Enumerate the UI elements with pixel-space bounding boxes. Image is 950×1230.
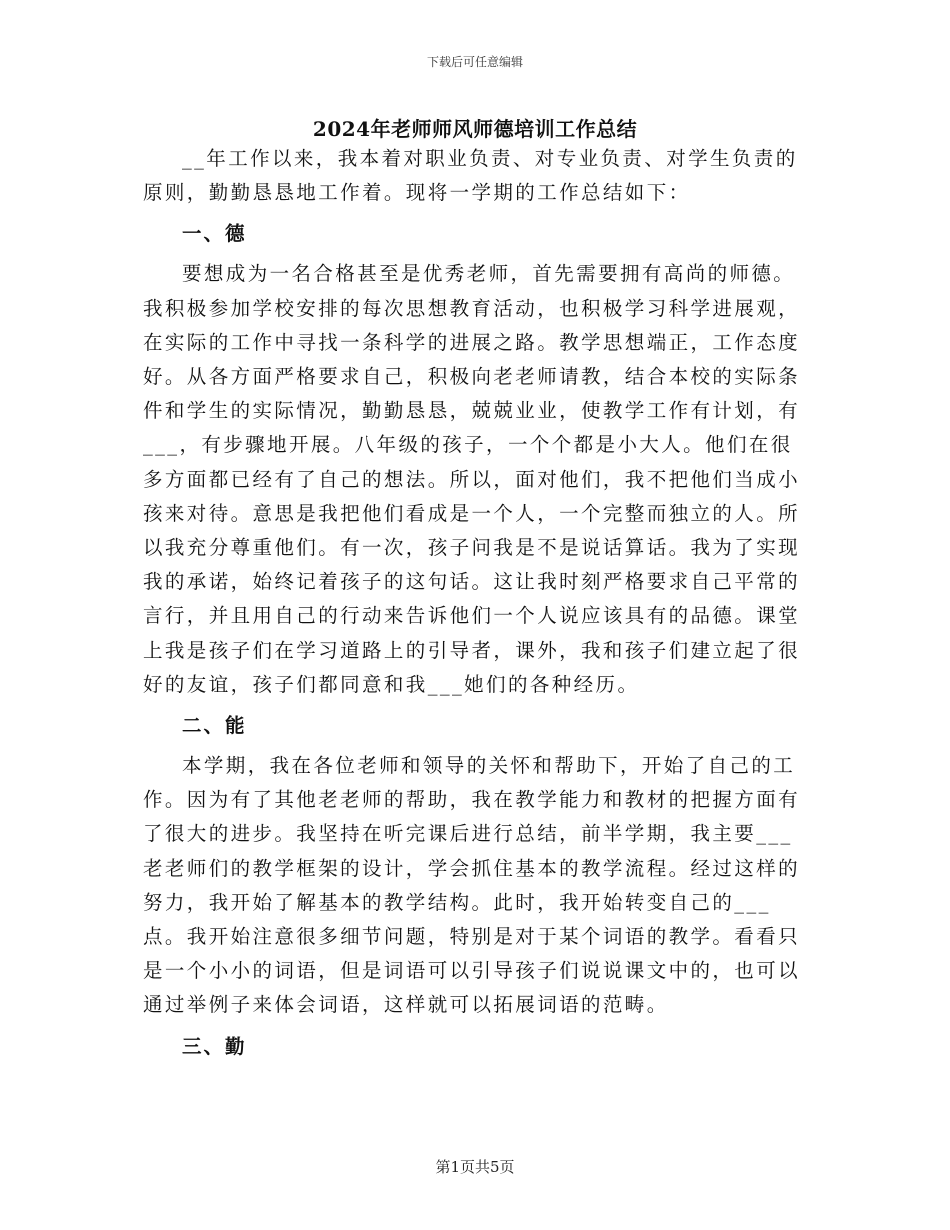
section-heading-ability: 二、能 <box>182 714 247 738</box>
page-number: 第1页共5页 <box>435 1158 515 1176</box>
document-title: 2024年老师师风师德培训工作总结 <box>312 117 638 141</box>
page-header-note: 下载后可任意编辑 <box>426 55 523 69</box>
section-heading-diligence: 三、勤 <box>182 1034 247 1058</box>
section-paragraph-ability: 本学期，我在各位老师和领导的关怀和帮助下，开始了自己的工作。因为有了其他老老师的帮助，我在教学能力和教材的把握方面有了很大的进步。我坚持在听完课后进行总结，前半学期，我主要___老老师们的教学框架的设计，学会抓住基本的教学流程。经过这样的努力，我开始了解基本的教学结构。此时，我开始转变自己的___点。我开始注意很多细节问题，特别是对于某个词语的教学。看看只是一个小小的词语，但是词语可以引导孩子们说说课文中的，也可以通过举例子来体会词语，这样就可以拓展词语的范畴。 <box>143 754 801 1017</box>
section-heading-virtue: 一、德 <box>182 222 247 246</box>
section-paragraph-virtue: 要想成为一名合格甚至是优秀老师，首先需要拥有高尚的师德。我积极参加学校安排的每次思想教育活动，也积极学习科学进展观，在实际的工作中寻找一条科学的进展之路。教学思想端正，工作态度好。从各方面严格要求自己，积极向老老师请教，结合本校的实际条件和学生的实际情况，勤勤恳恳，兢兢业业，使教学工作有计划，有___，有步骤地开展。八年级的孩子，一个个都是小大人。他们在很多方面都已经有了自己的想法。所以，面对他们，我不把他们当成小孩来对待。意思是我把他们看成是一个人，一个完整而独立的人。所以我充分尊重他们。有一次，孩子问我是不是说话算话。我为了实现我的承诺，始终记着孩子的这句话。这让我时刻严格要求自己平常的言行，并且用自己的行动来告诉他们一个人说应该具有的品德。课堂上我是孩子们在学习道路上的引导者，课外，我和孩子们建立起了很好的友谊，孩子们都同意和我___她们的各种经历。 <box>143 262 801 696</box>
intro-paragraph: __年工作以来，我本着对职业负责、对专业负责、对学生负责的原则，勤勤恳恳地工作着。现将一学期的工作总结如下： <box>143 147 798 205</box>
document-body <box>143 142 811 1070</box>
